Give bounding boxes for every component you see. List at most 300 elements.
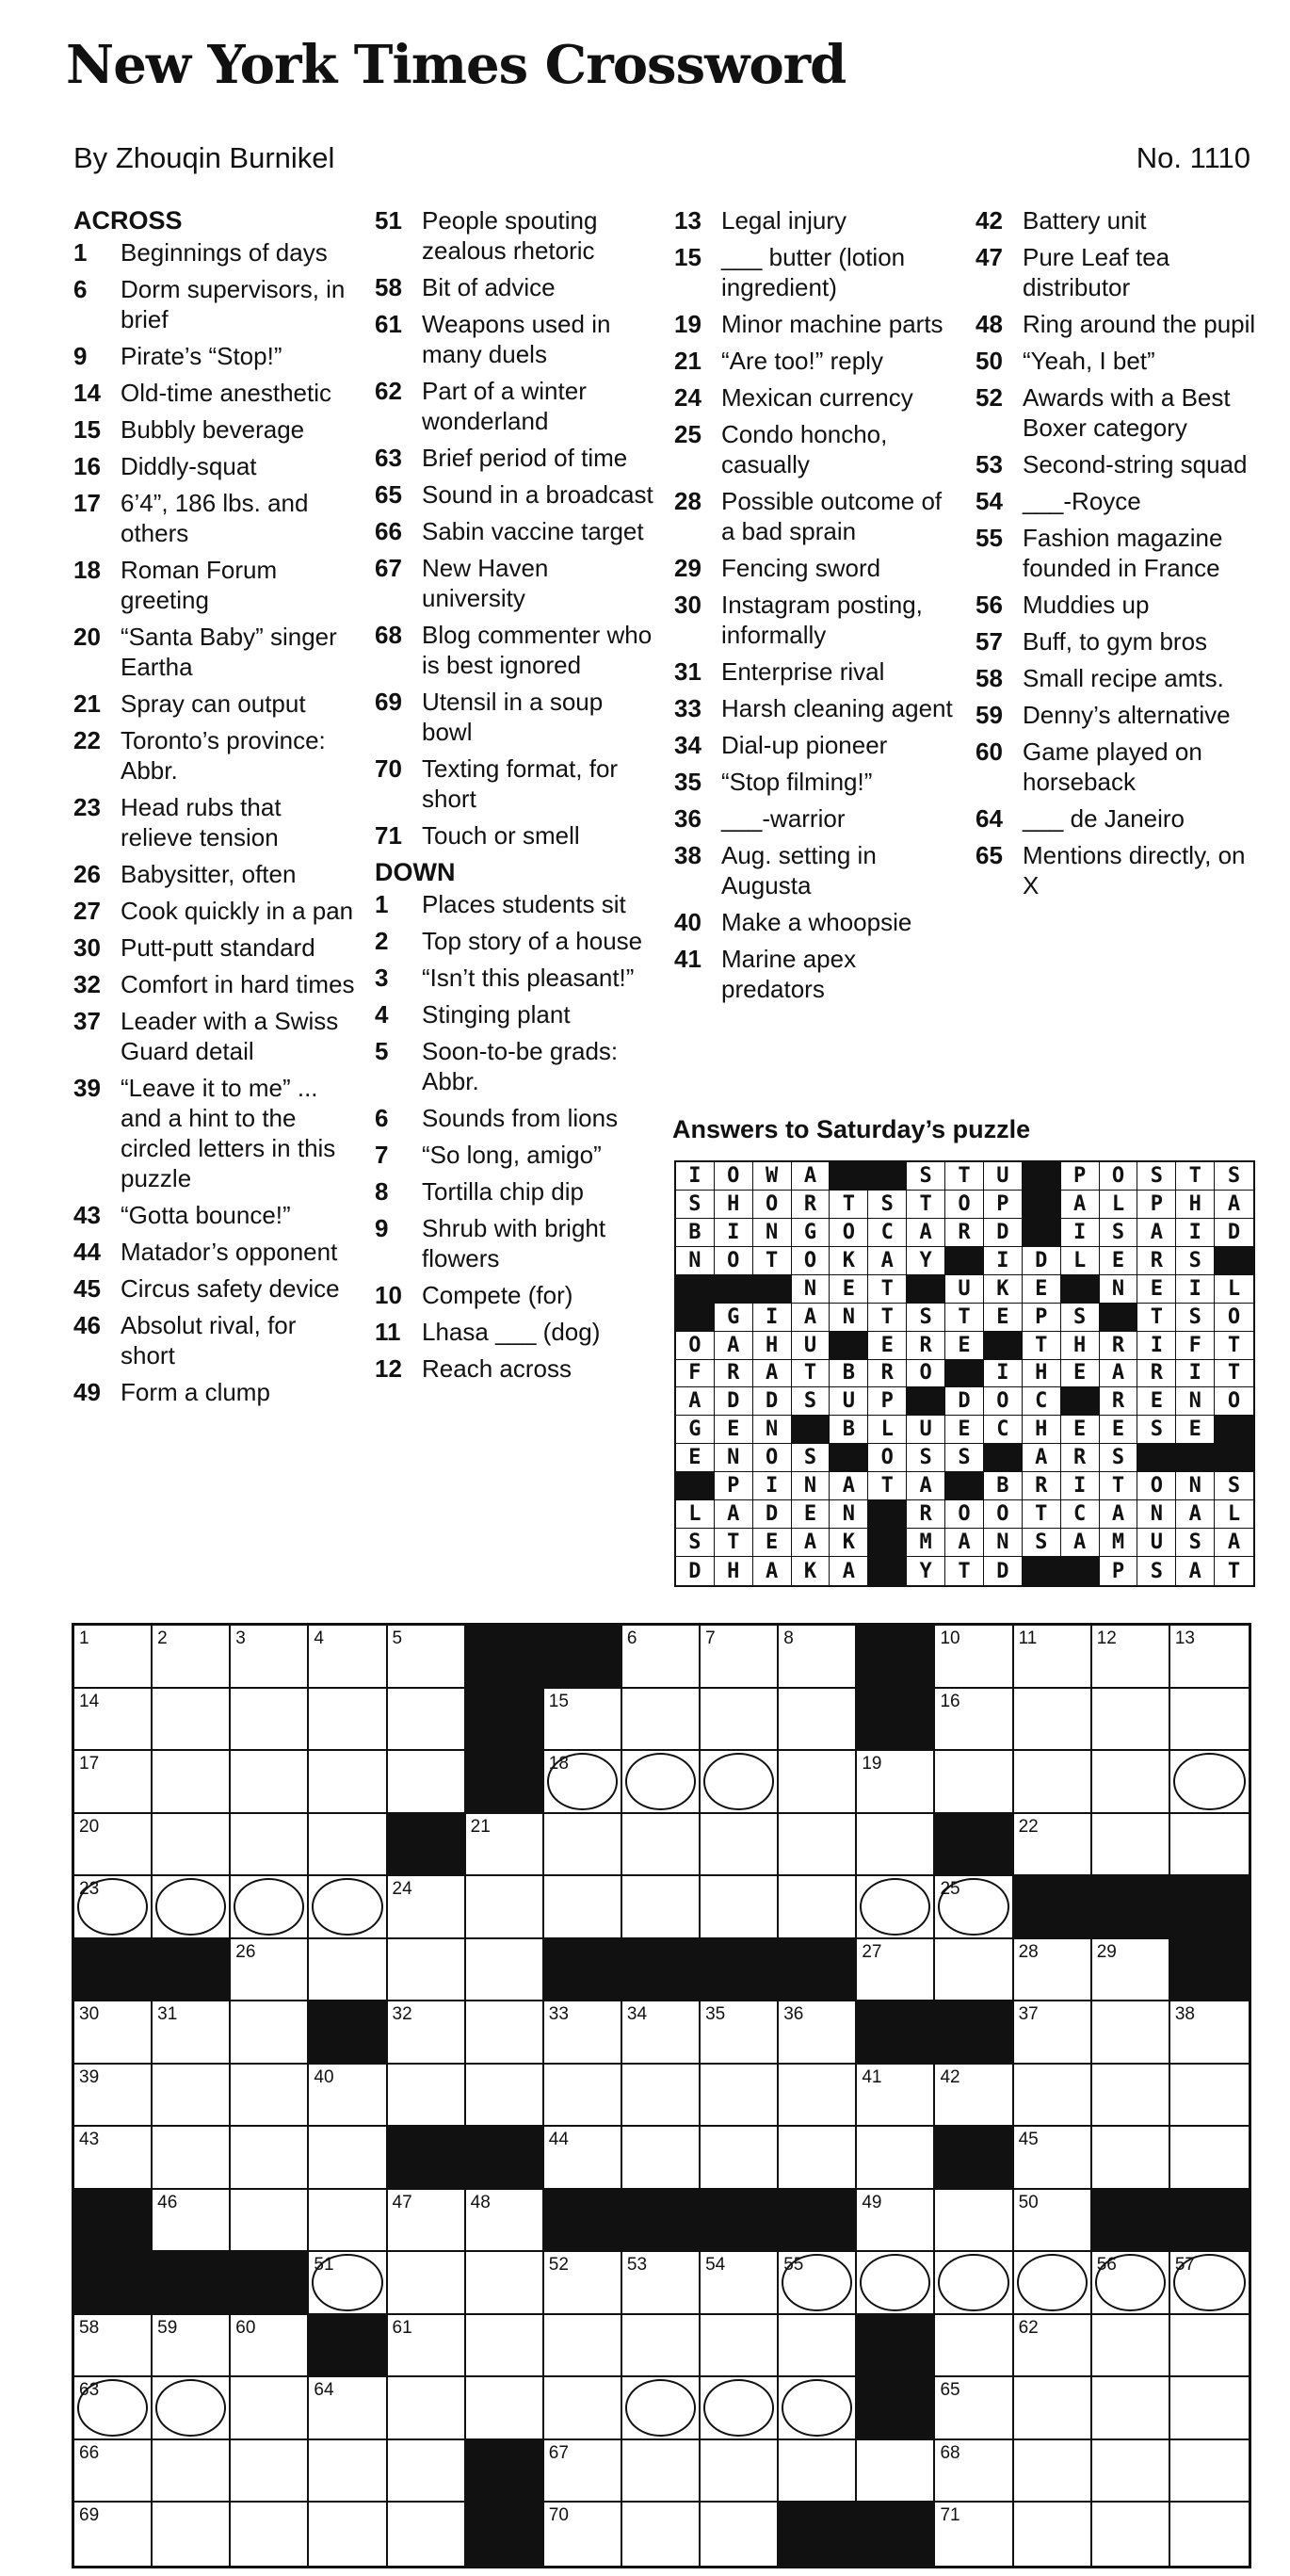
grid-cell[interactable] (1014, 1939, 1092, 2002)
clue-text: Marine apex predators (721, 945, 857, 1003)
clue-text: Bit of advice (422, 273, 556, 301)
grid-cell[interactable] (1014, 2065, 1092, 2128)
grid-cell[interactable] (74, 2377, 153, 2440)
clue-text: Putt-putt standard (121, 933, 315, 962)
grid-cell[interactable] (1014, 2001, 1092, 2065)
grid-cell[interactable] (231, 1939, 309, 2002)
across-clue-32 (73, 969, 356, 999)
grid-cell[interactable] (544, 2252, 622, 2315)
clue-text: Ring around the pupil (1023, 310, 1256, 338)
grid-cell[interactable] (74, 1751, 153, 1814)
grid-cell[interactable] (544, 2127, 622, 2190)
clue-number: 59 (976, 701, 1003, 729)
answer-black-square (715, 1275, 753, 1304)
grid-cell[interactable] (701, 2065, 779, 2128)
grid-cell[interactable] (309, 2440, 387, 2503)
clue-number-label: 61 (392, 2317, 412, 2338)
clue-text: Blog commenter who is best ignored (422, 621, 653, 679)
grid-cell[interactable] (779, 1814, 857, 1877)
grid-cell[interactable] (74, 1689, 153, 1752)
grid-cell[interactable] (231, 2440, 309, 2503)
black-square (466, 2503, 544, 2566)
grid-cell[interactable] (466, 2190, 544, 2253)
clue-number-label: 39 (79, 2066, 100, 2087)
answer-cell: R (907, 1500, 945, 1529)
answer-black-square (945, 1360, 984, 1388)
clue-text: Second-string squad (1023, 450, 1248, 478)
grid-cell[interactable] (388, 1939, 466, 2002)
answer-cell: T (753, 1247, 792, 1275)
grid-cell[interactable] (544, 1876, 622, 1939)
grid-cell[interactable] (701, 2440, 779, 2503)
answer-cell: T (868, 1275, 907, 1304)
grid-cell[interactable] (701, 2252, 779, 2315)
across-clue-14 (73, 378, 356, 408)
grid-cell[interactable] (544, 2001, 622, 2065)
grid-cell[interactable] (153, 2315, 231, 2378)
grid-cell[interactable] (1092, 2065, 1170, 2128)
grid-cell[interactable] (309, 1939, 387, 2002)
grid-cell[interactable] (701, 1626, 779, 1689)
grid-cell[interactable] (857, 1939, 935, 2002)
answer-cell: T (1176, 1162, 1215, 1191)
grid-cell[interactable] (231, 2001, 309, 2065)
grid-cell[interactable] (1170, 2001, 1249, 2065)
answer-cell: A (1215, 1529, 1253, 1557)
grid-cell[interactable] (622, 2377, 701, 2440)
answer-cell: T (1023, 1332, 1061, 1360)
clue-number: 63 (375, 444, 402, 472)
black-square (1170, 1876, 1249, 1939)
grid-cell[interactable] (935, 2190, 1013, 2253)
grid-cell[interactable] (935, 1939, 1013, 2002)
grid-cell[interactable] (1014, 1689, 1092, 1752)
grid-cell[interactable] (935, 1626, 1013, 1689)
grid-cell[interactable] (1092, 2001, 1170, 2065)
answer-cell: U (1137, 1529, 1176, 1557)
grid-cell[interactable] (388, 2001, 466, 2065)
grid-cell[interactable] (622, 1626, 701, 1689)
grid-cell[interactable] (388, 2065, 466, 2128)
grid-cell[interactable] (74, 2065, 153, 2128)
down-clue-60 (976, 737, 1258, 797)
grid-cell[interactable] (74, 1626, 153, 1689)
grid-cell[interactable] (153, 1751, 231, 1814)
grid-cell[interactable] (231, 2190, 309, 2253)
grid-cell[interactable] (701, 1689, 779, 1752)
grid-cell[interactable] (309, 1751, 387, 1814)
clue-column-1 (73, 205, 356, 1414)
grid-cell[interactable] (622, 2315, 701, 2378)
grid-cell[interactable] (1092, 1814, 1170, 1877)
grid-cell[interactable] (701, 2001, 779, 2065)
grid-cell[interactable] (857, 2065, 935, 2128)
grid-cell[interactable] (701, 2377, 779, 2440)
clue-text: “Santa Baby” singer Eartha (121, 623, 337, 681)
grid-cell[interactable] (1014, 2127, 1092, 2190)
grid-cell[interactable] (388, 2377, 466, 2440)
down-header: DOWN (375, 858, 456, 886)
grid-cell[interactable] (779, 2001, 857, 2065)
grid-cell[interactable] (622, 2252, 701, 2315)
grid-cell[interactable] (1170, 2503, 1249, 2566)
down-clue-48 (976, 309, 1258, 339)
grid-cell[interactable] (466, 1939, 544, 2002)
down-clue-24 (674, 382, 957, 413)
grid-cell[interactable] (74, 2315, 153, 2378)
answer-cell: I (1176, 1275, 1215, 1304)
answer-cell: S (1215, 1162, 1253, 1191)
grid-cell[interactable] (466, 1876, 544, 1939)
grid-cell[interactable] (622, 2503, 701, 2566)
clue-number-label: 22 (1018, 1816, 1039, 1837)
grid-cell[interactable] (388, 1626, 466, 1689)
clue-number: 2 (375, 927, 389, 955)
grid-cell[interactable] (701, 1876, 779, 1939)
clue-text: ___ butter (lotion ingredient) (721, 243, 906, 301)
grid-cell[interactable] (857, 1814, 935, 1877)
grid-cell[interactable] (1170, 1814, 1249, 1877)
black-square (74, 1939, 153, 2002)
grid-cell[interactable] (1014, 2190, 1092, 2253)
grid-cell[interactable] (466, 2252, 544, 2315)
grid-cell[interactable] (153, 1689, 231, 1752)
answer-cell: R (1137, 1247, 1176, 1275)
clue-number-label: 28 (1018, 1941, 1039, 1962)
clue-number: 50 (976, 347, 1003, 375)
down-clue-6 (375, 1103, 657, 1133)
grid-cell[interactable] (935, 2252, 1013, 2315)
grid-cell[interactable] (701, 1751, 779, 1814)
grid-cell[interactable] (388, 1689, 466, 1752)
grid-cell[interactable] (779, 1626, 857, 1689)
grid-cell[interactable] (622, 2065, 701, 2128)
clue-text: Minor machine parts (721, 310, 943, 338)
clue-text: Cook quickly in a pan (121, 897, 354, 925)
grid-cell[interactable] (779, 1689, 857, 1752)
grid-cell[interactable] (779, 2252, 857, 2315)
grid-cell[interactable] (935, 2315, 1013, 2378)
clue-number: 4 (375, 1000, 389, 1029)
grid-cell[interactable] (544, 2315, 622, 2378)
clue-number: 69 (375, 688, 402, 716)
grid-cell[interactable] (935, 1689, 1013, 1752)
black-square (622, 2190, 701, 2253)
grid-cell[interactable] (309, 2503, 387, 2566)
grid-cell[interactable] (1170, 2127, 1249, 2190)
down-clue-7 (375, 1140, 657, 1170)
down-clue-40 (674, 907, 957, 937)
grid-cell[interactable] (622, 2001, 701, 2065)
down-clue-56 (976, 590, 1258, 620)
answer-cell: O (1137, 1472, 1176, 1500)
grid-cell[interactable] (544, 2065, 622, 2128)
grid-cell[interactable] (1014, 2377, 1092, 2440)
grid-cell[interactable] (231, 1751, 309, 1814)
grid-cell[interactable] (74, 2001, 153, 2065)
grid-cell[interactable] (1092, 2503, 1170, 2566)
clue-number-label: 36 (783, 2004, 804, 2025)
grid-cell[interactable] (231, 1626, 309, 1689)
answer-black-square (1215, 1444, 1253, 1472)
answer-cell: O (753, 1444, 792, 1472)
answer-cell: H (1023, 1360, 1061, 1388)
answer-cell: T (945, 1162, 984, 1191)
grid-cell[interactable] (231, 1689, 309, 1752)
answer-cell: R (1137, 1360, 1176, 1388)
grid-cell[interactable] (1170, 2315, 1249, 2378)
grid-cell[interactable] (309, 2190, 387, 2253)
grid-cell[interactable] (309, 1626, 387, 1689)
grid-cell[interactable] (544, 1751, 622, 1814)
grid-cell[interactable] (1170, 2377, 1249, 2440)
answer-cell: O (984, 1500, 1023, 1529)
grid-cell[interactable] (153, 1626, 231, 1689)
grid-cell[interactable] (309, 1876, 387, 1939)
clue-number: 11 (375, 1318, 401, 1346)
answer-cell: P (1137, 1191, 1176, 1219)
clue-number-label: 3 (235, 1628, 246, 1648)
grid-cell[interactable] (935, 2503, 1013, 2566)
grid-cell[interactable] (153, 1814, 231, 1877)
grid-cell[interactable] (466, 2377, 544, 2440)
grid-cell[interactable] (388, 2315, 466, 2378)
clue-number-label: 42 (940, 2066, 960, 2087)
grid-cell[interactable] (1014, 1626, 1092, 1689)
down-clue-19 (674, 309, 957, 339)
clue-number-label: 15 (548, 1691, 569, 1711)
answer-black-square (830, 1444, 868, 1472)
answer-black-square (907, 1275, 945, 1304)
grid-cell[interactable] (466, 2315, 544, 2378)
answer-cell: O (945, 1500, 984, 1529)
grid-cell[interactable] (1014, 1814, 1092, 1877)
grid-cell[interactable] (935, 2440, 1013, 2503)
grid-cell[interactable] (1092, 1689, 1170, 1752)
grid-cell[interactable] (1170, 2065, 1249, 2128)
answer-cell: D (1215, 1219, 1253, 1247)
answer-cell: O (945, 1191, 984, 1219)
grid-cell[interactable] (701, 2503, 779, 2566)
grid-cell[interactable] (1014, 1751, 1092, 1814)
answer-black-square (1137, 1444, 1176, 1472)
down-clue-4 (375, 999, 657, 1029)
grid-cell[interactable] (857, 2440, 935, 2503)
clue-number-label: 56 (1096, 2255, 1117, 2276)
grid-cell[interactable] (857, 2190, 935, 2253)
answer-cell: P (1061, 1162, 1100, 1191)
grid-cell[interactable] (779, 2440, 857, 2503)
answer-cell: P (984, 1191, 1023, 1219)
grid-cell[interactable] (309, 1689, 387, 1752)
grid-cell[interactable] (935, 2377, 1013, 2440)
answer-cell: A (753, 1360, 792, 1388)
grid-cell[interactable] (1170, 1689, 1249, 1752)
grid-cell[interactable] (1170, 2252, 1249, 2315)
grid-cell[interactable] (1170, 2440, 1249, 2503)
grid-cell[interactable] (231, 2377, 309, 2440)
clue-number-label: 58 (79, 2317, 100, 2338)
grid-cell[interactable] (153, 2127, 231, 2190)
grid-cell[interactable] (309, 1814, 387, 1877)
grid-cell[interactable] (388, 2190, 466, 2253)
clue-number: 15 (73, 415, 101, 444)
grid-cell[interactable] (935, 2065, 1013, 2128)
answer-cell: R (1061, 1444, 1100, 1472)
answer-cell: I (1176, 1360, 1215, 1388)
grid-cell[interactable] (74, 2127, 153, 2190)
grid-cell[interactable] (544, 2440, 622, 2503)
across-clue-39 (73, 1073, 356, 1193)
grid-cell[interactable] (544, 1814, 622, 1877)
grid-cell[interactable] (1092, 1751, 1170, 1814)
clue-text: Dorm supervisors, in brief (121, 275, 346, 333)
grid-cell[interactable] (388, 2503, 466, 2566)
grid-cell[interactable] (1092, 1939, 1170, 2002)
grid-cell[interactable] (1092, 2315, 1170, 2378)
grid-cell[interactable] (466, 1814, 544, 1877)
answer-cell: N (715, 1444, 753, 1472)
grid-cell[interactable] (1170, 1751, 1249, 1814)
grid-cell[interactable] (779, 2377, 857, 2440)
answer-cell: K (792, 1557, 830, 1585)
grid-cell[interactable] (857, 2252, 935, 2315)
puzzle-number: No. 1110 (1136, 141, 1250, 174)
answer-cell: O (1100, 1162, 1138, 1191)
grid-cell[interactable] (231, 2127, 309, 2190)
grid-cell[interactable] (309, 2127, 387, 2190)
grid-cell[interactable] (74, 2440, 153, 2503)
answer-cell: A (792, 1304, 830, 1332)
grid-cell[interactable] (1092, 2252, 1170, 2315)
grid-cell[interactable] (231, 1876, 309, 1939)
grid-cell[interactable] (1092, 2127, 1170, 2190)
grid-cell[interactable] (388, 1876, 466, 1939)
grid-cell[interactable] (622, 1689, 701, 1752)
answer-cell: D (753, 1500, 792, 1529)
grid-cell[interactable] (388, 2252, 466, 2315)
grid-cell[interactable] (1014, 2503, 1092, 2566)
grid-cell[interactable] (779, 1876, 857, 1939)
grid-cell[interactable] (231, 1814, 309, 1877)
grid-cell[interactable] (935, 1751, 1013, 1814)
grid-cell[interactable] (857, 1876, 935, 1939)
clue-number-label: 65 (940, 2380, 960, 2401)
grid-cell[interactable] (935, 1876, 1013, 1939)
across-clue-26 (73, 859, 356, 889)
grid-cell[interactable] (153, 2440, 231, 2503)
grid-cell[interactable] (1092, 2440, 1170, 2503)
grid-cell[interactable] (74, 2503, 153, 2566)
grid-cell[interactable] (1014, 2315, 1092, 2378)
grid-cell[interactable] (701, 2315, 779, 2378)
clue-number: 39 (73, 1074, 101, 1102)
grid-cell[interactable] (466, 2001, 544, 2065)
black-square (388, 2127, 466, 2190)
grid-cell[interactable] (309, 2377, 387, 2440)
grid-cell[interactable] (153, 1876, 231, 1939)
grid-cell[interactable] (622, 1814, 701, 1877)
grid-cell[interactable] (231, 2315, 309, 2378)
down-clue-29 (674, 553, 957, 583)
clue-text: Sound in a broadcast (422, 480, 653, 509)
grid-cell[interactable] (153, 2503, 231, 2566)
across-clue-45 (73, 1273, 356, 1304)
clue-number-label: 49 (862, 2192, 882, 2212)
clue-number-label: 32 (392, 2004, 412, 2025)
grid-cell[interactable] (544, 2503, 622, 2566)
answer-cell: K (830, 1247, 868, 1275)
clue-number: 27 (73, 897, 101, 925)
black-square (779, 2503, 857, 2566)
grid-cell[interactable] (153, 2190, 231, 2253)
grid-cell[interactable] (153, 2065, 231, 2128)
grid-cell[interactable] (622, 2127, 701, 2190)
answer-cell: I (715, 1219, 753, 1247)
grid-cell[interactable] (857, 2127, 935, 2190)
grid-cell[interactable] (779, 2127, 857, 2190)
answer-cell: A (945, 1529, 984, 1557)
clue-number-label: 29 (1096, 1941, 1117, 1962)
grid-cell[interactable] (74, 1876, 153, 1939)
grid-cell[interactable] (1092, 1626, 1170, 1689)
clue-number: 55 (976, 524, 1003, 552)
grid-cell[interactable] (74, 1814, 153, 1877)
grid-cell[interactable] (231, 2503, 309, 2566)
grid-cell[interactable] (701, 1814, 779, 1877)
answer-cell: O (984, 1387, 1023, 1416)
clue-number-label: 63 (79, 2380, 100, 2401)
clue-number: 60 (976, 737, 1003, 766)
grid-cell[interactable] (701, 2127, 779, 2190)
grid-cell[interactable] (544, 2377, 622, 2440)
grid-cell[interactable] (466, 2065, 544, 2128)
clue-number-label: 52 (548, 2255, 569, 2276)
answer-cell: R (1100, 1332, 1138, 1360)
clue-number-label: 26 (235, 1941, 256, 1962)
clue-text: ___-warrior (721, 804, 846, 833)
grid-cell[interactable] (779, 2065, 857, 2128)
answer-cell: D (715, 1387, 753, 1416)
grid-cell[interactable] (544, 1689, 622, 1752)
grid-cell[interactable] (1092, 2377, 1170, 2440)
grid-cell[interactable] (779, 2315, 857, 2378)
grid-cell[interactable] (779, 1751, 857, 1814)
grid-cell[interactable] (1014, 2252, 1092, 2315)
answer-black-square (984, 1444, 1023, 1472)
grid-cell[interactable] (309, 2065, 387, 2128)
grid-cell[interactable] (622, 1876, 701, 1939)
grid-cell[interactable] (1014, 2440, 1092, 2503)
grid-cell[interactable] (388, 2440, 466, 2503)
grid-cell[interactable] (309, 2252, 387, 2315)
grid-cell[interactable] (231, 2065, 309, 2128)
grid-cell[interactable] (153, 2001, 231, 2065)
clue-number-label: 2 (157, 1628, 168, 1648)
grid-cell[interactable] (622, 2440, 701, 2503)
across-clue-6 (73, 274, 356, 334)
clue-number-label: 25 (940, 1879, 960, 1900)
grid-cell[interactable] (153, 2377, 231, 2440)
byline: By Zhouqin Burnikel (73, 141, 335, 174)
grid-cell[interactable] (388, 1751, 466, 1814)
answer-cell: K (830, 1529, 868, 1557)
grid-cell[interactable] (857, 1751, 935, 1814)
grid-cell[interactable] (1170, 1626, 1249, 1689)
grid-cell[interactable] (622, 1751, 701, 1814)
answer-cell: U (984, 1162, 1023, 1191)
clue-number-label: 57 (1174, 2255, 1195, 2276)
